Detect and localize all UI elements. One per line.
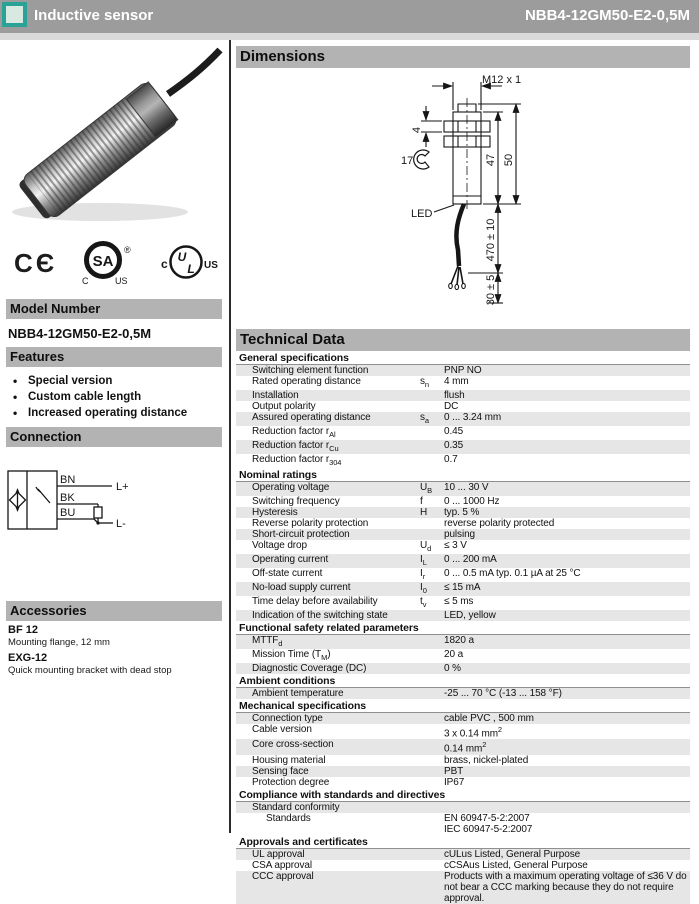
spec-symbol — [420, 529, 444, 540]
svg-text:US: US — [115, 276, 128, 286]
spec-label: Installation — [252, 390, 299, 401]
wire-label-bu: BU — [60, 507, 76, 519]
dimension-drawing — [236, 68, 690, 324]
spec-value: 0.45 — [444, 426, 464, 437]
spec-row — [236, 496, 690, 507]
svg-text:C: C — [82, 276, 89, 286]
spec-label: Standards — [266, 812, 311, 824]
svg-text:®: ® — [124, 245, 131, 255]
spec-row — [236, 390, 690, 401]
spec-symbol — [420, 724, 444, 739]
section-header-features: Features — [6, 347, 222, 367]
spec-label: CSA approval — [252, 859, 312, 871]
header-model-number: NBB4-12GM50-E2-0,5M — [524, 7, 690, 24]
spec-row — [236, 568, 690, 582]
ul-mark-icon — [155, 242, 217, 284]
spec-symbol — [420, 663, 444, 674]
section-header-connection: Connection — [6, 427, 222, 447]
spec-value: PBT — [444, 765, 464, 777]
dim-thread-label: M12 x 1 — [482, 74, 522, 86]
product-photo — [0, 40, 229, 232]
spec-value: PNP NO — [444, 365, 482, 376]
spec-label: Rated operating distance — [252, 376, 361, 387]
spec-label: Cable version — [252, 724, 312, 735]
section-header-model-number: Model Number — [6, 299, 222, 319]
spec-label: Switching frequency — [252, 496, 340, 507]
certification-logos — [0, 237, 229, 289]
svg-text:L: L — [187, 262, 195, 276]
accessory-description: Quick mounting bracket with dead stop — [8, 665, 172, 676]
spec-symbol — [420, 755, 444, 766]
spec-label: Assured operating distance — [252, 412, 371, 423]
spec-value: ≤ 3 V — [444, 540, 467, 551]
spec-symbol — [420, 440, 444, 454]
spec-label: Reverse polarity protection — [252, 518, 369, 529]
spec-label: CCC approval — [252, 870, 314, 882]
spec-value: reverse polarity protected — [444, 518, 555, 529]
dim-47-label: 47 — [485, 153, 497, 167]
connection-diagram — [0, 457, 229, 535]
spec-row — [236, 713, 690, 724]
spec-label: Sensing face — [252, 765, 309, 777]
spec-value: ≤ 15 mA — [444, 582, 481, 593]
spec-label: Operating current — [252, 554, 329, 565]
spec-section-header: Compliance with standards and directives — [236, 789, 690, 802]
spec-symbol — [420, 766, 444, 777]
spec-row — [236, 813, 690, 835]
spec-symbol — [420, 688, 444, 699]
spec-label: Short-circuit protection — [252, 529, 350, 540]
spec-row — [236, 849, 690, 860]
spacer — [0, 535, 229, 601]
accessory-description: Mounting flange, 12 mm — [8, 637, 110, 648]
spec-symbol — [420, 849, 444, 860]
spec-label: Diagnostic Coverage (DC) — [252, 663, 367, 674]
feature-item: • Special version — [0, 373, 229, 389]
spec-symbol: $I_r$ — [420, 568, 426, 581]
spec-symbol — [420, 390, 444, 401]
spec-value: 0 ... 0.5 mA typ. 0.1 µA at 25 °C — [444, 568, 581, 579]
spec-row — [236, 518, 690, 529]
dim-wire-end-label: 30 ± 5 — [485, 274, 497, 306]
spec-label: Connection type — [252, 713, 323, 724]
spec-row — [236, 610, 690, 621]
spec-label: Switching element function — [252, 365, 369, 376]
spec-symbol — [420, 401, 444, 412]
spec-symbol: $s_a$ — [420, 412, 429, 425]
spec-label: Reduction factor $r_{304}$ — [252, 454, 342, 467]
spec-value: EN 60947-5-2:2007 IEC 60947-5-2:2007 — [444, 812, 533, 835]
spec-section-header: Mechanical specifications — [236, 700, 690, 713]
column-divider — [229, 40, 231, 833]
spec-symbol — [420, 713, 444, 724]
spec-symbol — [420, 365, 444, 376]
spec-symbol: $I_L$ — [420, 554, 427, 567]
wire-label-lplus: L+ — [116, 481, 129, 493]
spec-label: Output polarity — [252, 401, 316, 412]
spec-label: Standard conformity — [252, 801, 340, 813]
spec-symbol: $t_v$ — [420, 596, 427, 609]
spec-symbol — [420, 739, 444, 754]
spec-label: Operating voltage — [252, 482, 330, 493]
page-title: Inductive sensor — [34, 7, 154, 24]
brand-logo — [2, 2, 27, 27]
left-column — [0, 40, 229, 677]
spec-value: 0 % — [444, 663, 461, 674]
dim-wrench-label: 17 — [401, 155, 414, 167]
spec-row — [236, 440, 690, 454]
spec-symbol: f — [420, 496, 423, 507]
spec-value: 1820 a — [444, 635, 474, 646]
spec-row — [236, 871, 690, 904]
spec-label: Protection degree — [252, 776, 330, 788]
spec-row — [236, 635, 690, 649]
spec-value: 0 ... 3.24 mm — [444, 412, 502, 423]
spec-value: 0.35 — [444, 440, 464, 451]
spec-row — [236, 365, 690, 376]
spec-symbol: $U_B$ — [420, 482, 433, 495]
spec-value: 0 ... 200 mA — [444, 554, 497, 565]
svg-text:US: US — [204, 260, 218, 271]
spec-value: -25 ... 70 °C (-13 ... 158 °F) — [444, 688, 562, 699]
spec-row — [236, 426, 690, 440]
spec-value: 0 ... 1000 Hz — [444, 496, 500, 507]
spec-symbol — [420, 635, 444, 649]
spec-row — [236, 596, 690, 610]
spec-value: 20 a — [444, 649, 464, 660]
spec-symbol — [420, 860, 444, 871]
dim-nut-label: 4 — [411, 126, 423, 134]
wire-label-bk: BK — [60, 492, 75, 504]
spec-row — [236, 376, 690, 390]
spec-label: Off-state current — [252, 568, 323, 579]
spec-value: cULus Listed, General Purpose — [444, 848, 581, 860]
accessories-list — [0, 621, 229, 677]
spec-section-header: Functional safety related parameters — [236, 622, 690, 635]
spec-label: Reduction factor $r_{Cu}$ — [252, 440, 339, 453]
spec-value: 10 ... 30 V — [444, 482, 489, 493]
spec-value: 3 x 0.14 $mm^2$ — [444, 725, 502, 740]
spec-row — [236, 755, 690, 766]
section-header-accessories: Accessories — [6, 601, 222, 621]
spec-row — [236, 507, 690, 518]
wire-label-lminus: L- — [116, 518, 126, 530]
spec-section-header: Ambient conditions — [236, 675, 690, 688]
section-header-dimensions: Dimensions — [236, 46, 690, 68]
spec-label: Core cross-section — [252, 739, 334, 751]
header-substrip — [0, 33, 699, 40]
spec-row — [236, 663, 690, 674]
spec-label: Housing material — [252, 754, 326, 766]
spec-label: Time delay before availability — [252, 596, 378, 607]
ce-mark-icon: CЄ — [14, 247, 58, 278]
spec-row — [236, 766, 690, 777]
spec-row — [236, 739, 690, 754]
spec-label: Mission Time $(T_M)$ — [252, 649, 331, 662]
right-column — [232, 40, 699, 904]
svg-text:U: U — [177, 250, 187, 264]
sensor-barrel — [16, 80, 179, 223]
spec-label: Reduction factor $r_{Al}$ — [252, 426, 336, 439]
dim-50-label: 50 — [503, 153, 515, 167]
spec-value: pulsing — [444, 529, 475, 540]
accessory-name: BF 12 — [8, 624, 38, 636]
spec-value: ≤ 5 ms — [444, 596, 474, 607]
spec-row — [236, 860, 690, 871]
csa-mark-icon — [78, 240, 134, 286]
spec-symbol — [420, 813, 444, 835]
sensor-cable — [168, 50, 220, 94]
spec-value: Products with a maximum operating voltage of ≤36 V do not bear a CCC marking because they do not require approval. — [444, 870, 687, 904]
spec-section-header: Nominal ratings — [236, 469, 690, 482]
svg-text:c: c — [161, 257, 168, 271]
spec-value: LED, yellow — [444, 610, 496, 621]
spec-symbol: H — [420, 507, 428, 518]
spec-section-header: General specifications — [236, 352, 690, 365]
spec-row — [236, 582, 690, 596]
spec-value: 0.7 — [444, 454, 458, 465]
spec-row — [236, 401, 690, 412]
spec-row — [236, 412, 690, 426]
spec-value: 0.14 $mm^2$ — [444, 740, 487, 755]
spec-label: Hysteresis — [252, 507, 298, 518]
spec-label: $MTTF_d$ — [252, 635, 283, 648]
spec-symbol: $s_n$ — [420, 376, 429, 389]
spec-row — [236, 454, 690, 468]
spec-row — [236, 649, 690, 663]
spec-row — [236, 540, 690, 554]
spec-row — [236, 529, 690, 540]
spec-row — [236, 777, 690, 788]
spec-label: UL approval — [252, 848, 305, 860]
spec-label: Indication of the switching state — [252, 610, 388, 621]
spec-value — [444, 802, 690, 813]
spec-value: DC — [444, 401, 459, 412]
spec-value: flush — [444, 390, 465, 401]
section-header-technical-data: Technical Data — [236, 329, 690, 351]
spec-symbol — [420, 777, 444, 788]
spec-symbol — [420, 518, 444, 529]
spec-value: cable PVC , 500 mm — [444, 713, 534, 724]
spec-value: cCSAus Listed, General Purpose — [444, 859, 588, 871]
spec-symbol — [420, 802, 444, 813]
spec-symbol: $U_d$ — [420, 540, 432, 553]
spec-row — [236, 554, 690, 568]
spec-section-header: Approvals and certificates — [236, 836, 690, 849]
accessory-name: EXG-12 — [8, 652, 48, 664]
feature-item: • Custom cable length — [0, 389, 229, 405]
features-list — [0, 367, 229, 427]
spec-symbol — [420, 610, 444, 621]
spec-value: typ. 5 % — [444, 507, 480, 518]
spec-value: brass, nickel-plated — [444, 754, 529, 766]
spec-row — [236, 482, 690, 496]
spec-symbol: $I_0$ — [420, 582, 427, 595]
spec-symbol — [420, 871, 444, 904]
wire-label-bn: BN — [60, 474, 76, 486]
model-number-value: NBB4-12GM50-E2-0,5M — [8, 326, 152, 341]
spec-row — [236, 802, 690, 813]
spec-label: No-load supply current — [252, 582, 351, 593]
spec-label: Ambient temperature — [252, 688, 344, 699]
spec-symbol — [420, 649, 444, 663]
spec-row — [236, 688, 690, 699]
led-label: LED — [411, 208, 433, 220]
spec-label: Voltage drop — [252, 540, 307, 551]
header-bar — [0, 0, 699, 33]
feature-item: • Increased operating distance — [0, 405, 229, 421]
spec-value: 4 mm — [444, 376, 469, 387]
technical-data-table — [236, 352, 690, 904]
svg-text:SA: SA — [92, 253, 114, 270]
spec-symbol — [420, 426, 444, 440]
spec-value: IP67 — [444, 776, 465, 788]
spec-row — [236, 724, 690, 739]
dim-cable-label: 470 ± 10 — [485, 218, 497, 262]
spec-symbol — [420, 454, 444, 468]
